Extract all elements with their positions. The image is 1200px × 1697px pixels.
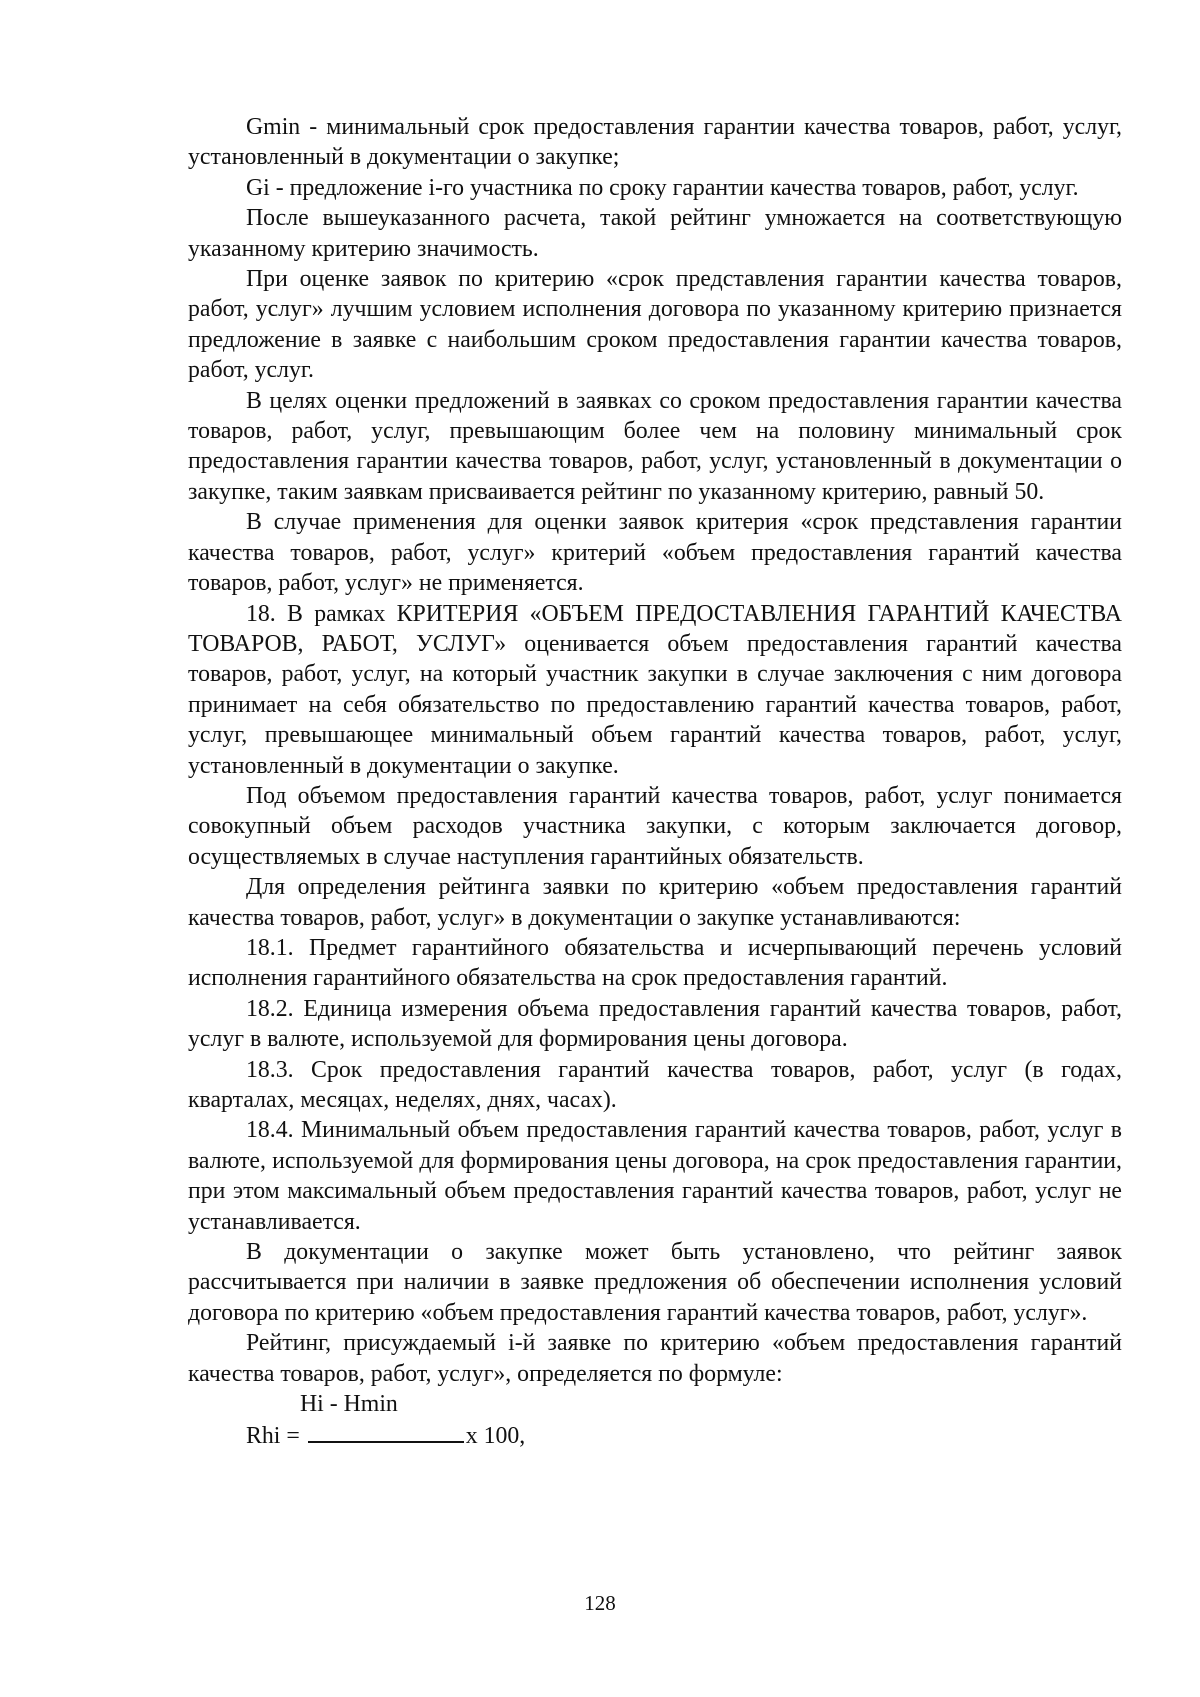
- paragraph-18-1: 18.1. Предмет гарантийного обязательства и исчерпывающий перечень условий исполнения гарантийного обязательства на срок предоставления гарантий.: [188, 934, 1122, 992]
- paragraph-gi-definition: Gi - предложение i-го участника по сроку гарантии качества товаров, работ, услуг.: [246, 174, 1079, 201]
- paragraph-section-18: 18. В рамках КРИТЕРИЯ «ОБЪЕМ ПРЕДОСТАВЛЕНИЯ ГАРАНТИЙ КАЧЕСТВА ТОВАРОВ, РАБОТ, УСЛУГ» оценивается объем предоставления гарантий качества товаров, работ, услуг, на который участник закупки в случае заключения с ним договора принимает на себя обязательство по предоставлению гарантий качества товаров, работ, услуг, превышающее минимальный объем гарантий качества товаров, работ, услуг, установленный в документации о закупке.: [188, 600, 1122, 779]
- page-body: [188, 112, 1122, 1450]
- paragraph-best-condition: При оценке заявок по критерию «срок представления гарантии качества товаров, работ, услуг» лучшим условием исполнения договора по указанному критерию признается предложение в заявке с наибольшим сроком предоставления гарантии качества товаров, работ, услуг.: [188, 266, 1122, 384]
- paragraph-criterion-exclusion: В случае применения для оценки заявок критерия «срок представления гарантии качества товаров, работ, услуг» критерий «объем предоставления гарантий качества товаров, работ, услуг» не применяется.: [188, 509, 1122, 597]
- paragraph-rating-multiplication: После вышеуказанного расчета, такой рейтинг умножается на соответствующую указанному критерию значимость.: [188, 205, 1122, 262]
- paragraph-rating-50: В целях оценки предложений в заявках со сроком предоставления гарантии качества товаров, работ, услуг, превышающим более чем на половину минимальный срок предоставления гарантии качества товаров, работ, услуг, установленный в документации о закупке, таким заявкам присваивается рейтинг по указанному критерию, равный 50.: [188, 387, 1122, 505]
- formula-lhs: Rhi =: [246, 1423, 300, 1450]
- paragraph-volume-definition: Под объемом предоставления гарантий качества товаров, работ, услуг понимается совокупный объем расходов участника закупки, с которым заключается договор, осуществляемых в случае наступления гарантийных обязательств.: [188, 782, 1122, 870]
- paragraph-gmin-definition: Gmin - минимальный срок предоставления гарантии качества товаров, работ, услуг, установленный в документации о закупке;: [188, 114, 1122, 171]
- page-number: 128: [584, 1591, 616, 1615]
- formula-numerator: [188, 1389, 1122, 1419]
- formula-numerator-text: Hi - Hmin: [300, 1391, 398, 1418]
- paragraph-18-4: 18.4. Минимальный объем предоставления гарантий качества товаров, работ, услуг в валюте, используемой для формирования цены договора, на срок предоставления гарантии, при этом максимальный объем предоставления гарантий качества товаров, работ, услуг не устанавливается.: [188, 1117, 1122, 1235]
- paragraph-18-3: 18.3. Срок предоставления гарантий качества товаров, работ, услуг (в годах, кварталах, месяцах, неделях, днях, часах).: [188, 1056, 1122, 1113]
- formula-line: [188, 1419, 1122, 1449]
- paragraph-formula-intro: Рейтинг, присуждаемый i-й заявке по критерию «объем предоставления гарантий качества товаров, работ, услуг», определяется по формуле:: [188, 1330, 1122, 1387]
- paragraph-rating-requirements: Для определения рейтинга заявки по критерию «объем предоставления гарантий качества товаров, работ, услуг» в документации о закупке устанавливаются:: [188, 874, 1122, 931]
- paragraph-18-2: 18.2. Единица измерения объема предоставления гарантий качества товаров, работ, услуг в валюте, используемой для формирования цены договора.: [188, 995, 1122, 1053]
- fraction-bar: [308, 1419, 464, 1443]
- paragraph-rating-condition: В документации о закупке может быть установлено, что рейтинг заявок рассчитывается при наличии в заявке предложения об обеспечении исполнения условий договора по критерию «объем предоставления гарантий качества товаров, работ, услуг».: [188, 1239, 1122, 1326]
- formula-rhs: x 100,: [465, 1423, 526, 1450]
